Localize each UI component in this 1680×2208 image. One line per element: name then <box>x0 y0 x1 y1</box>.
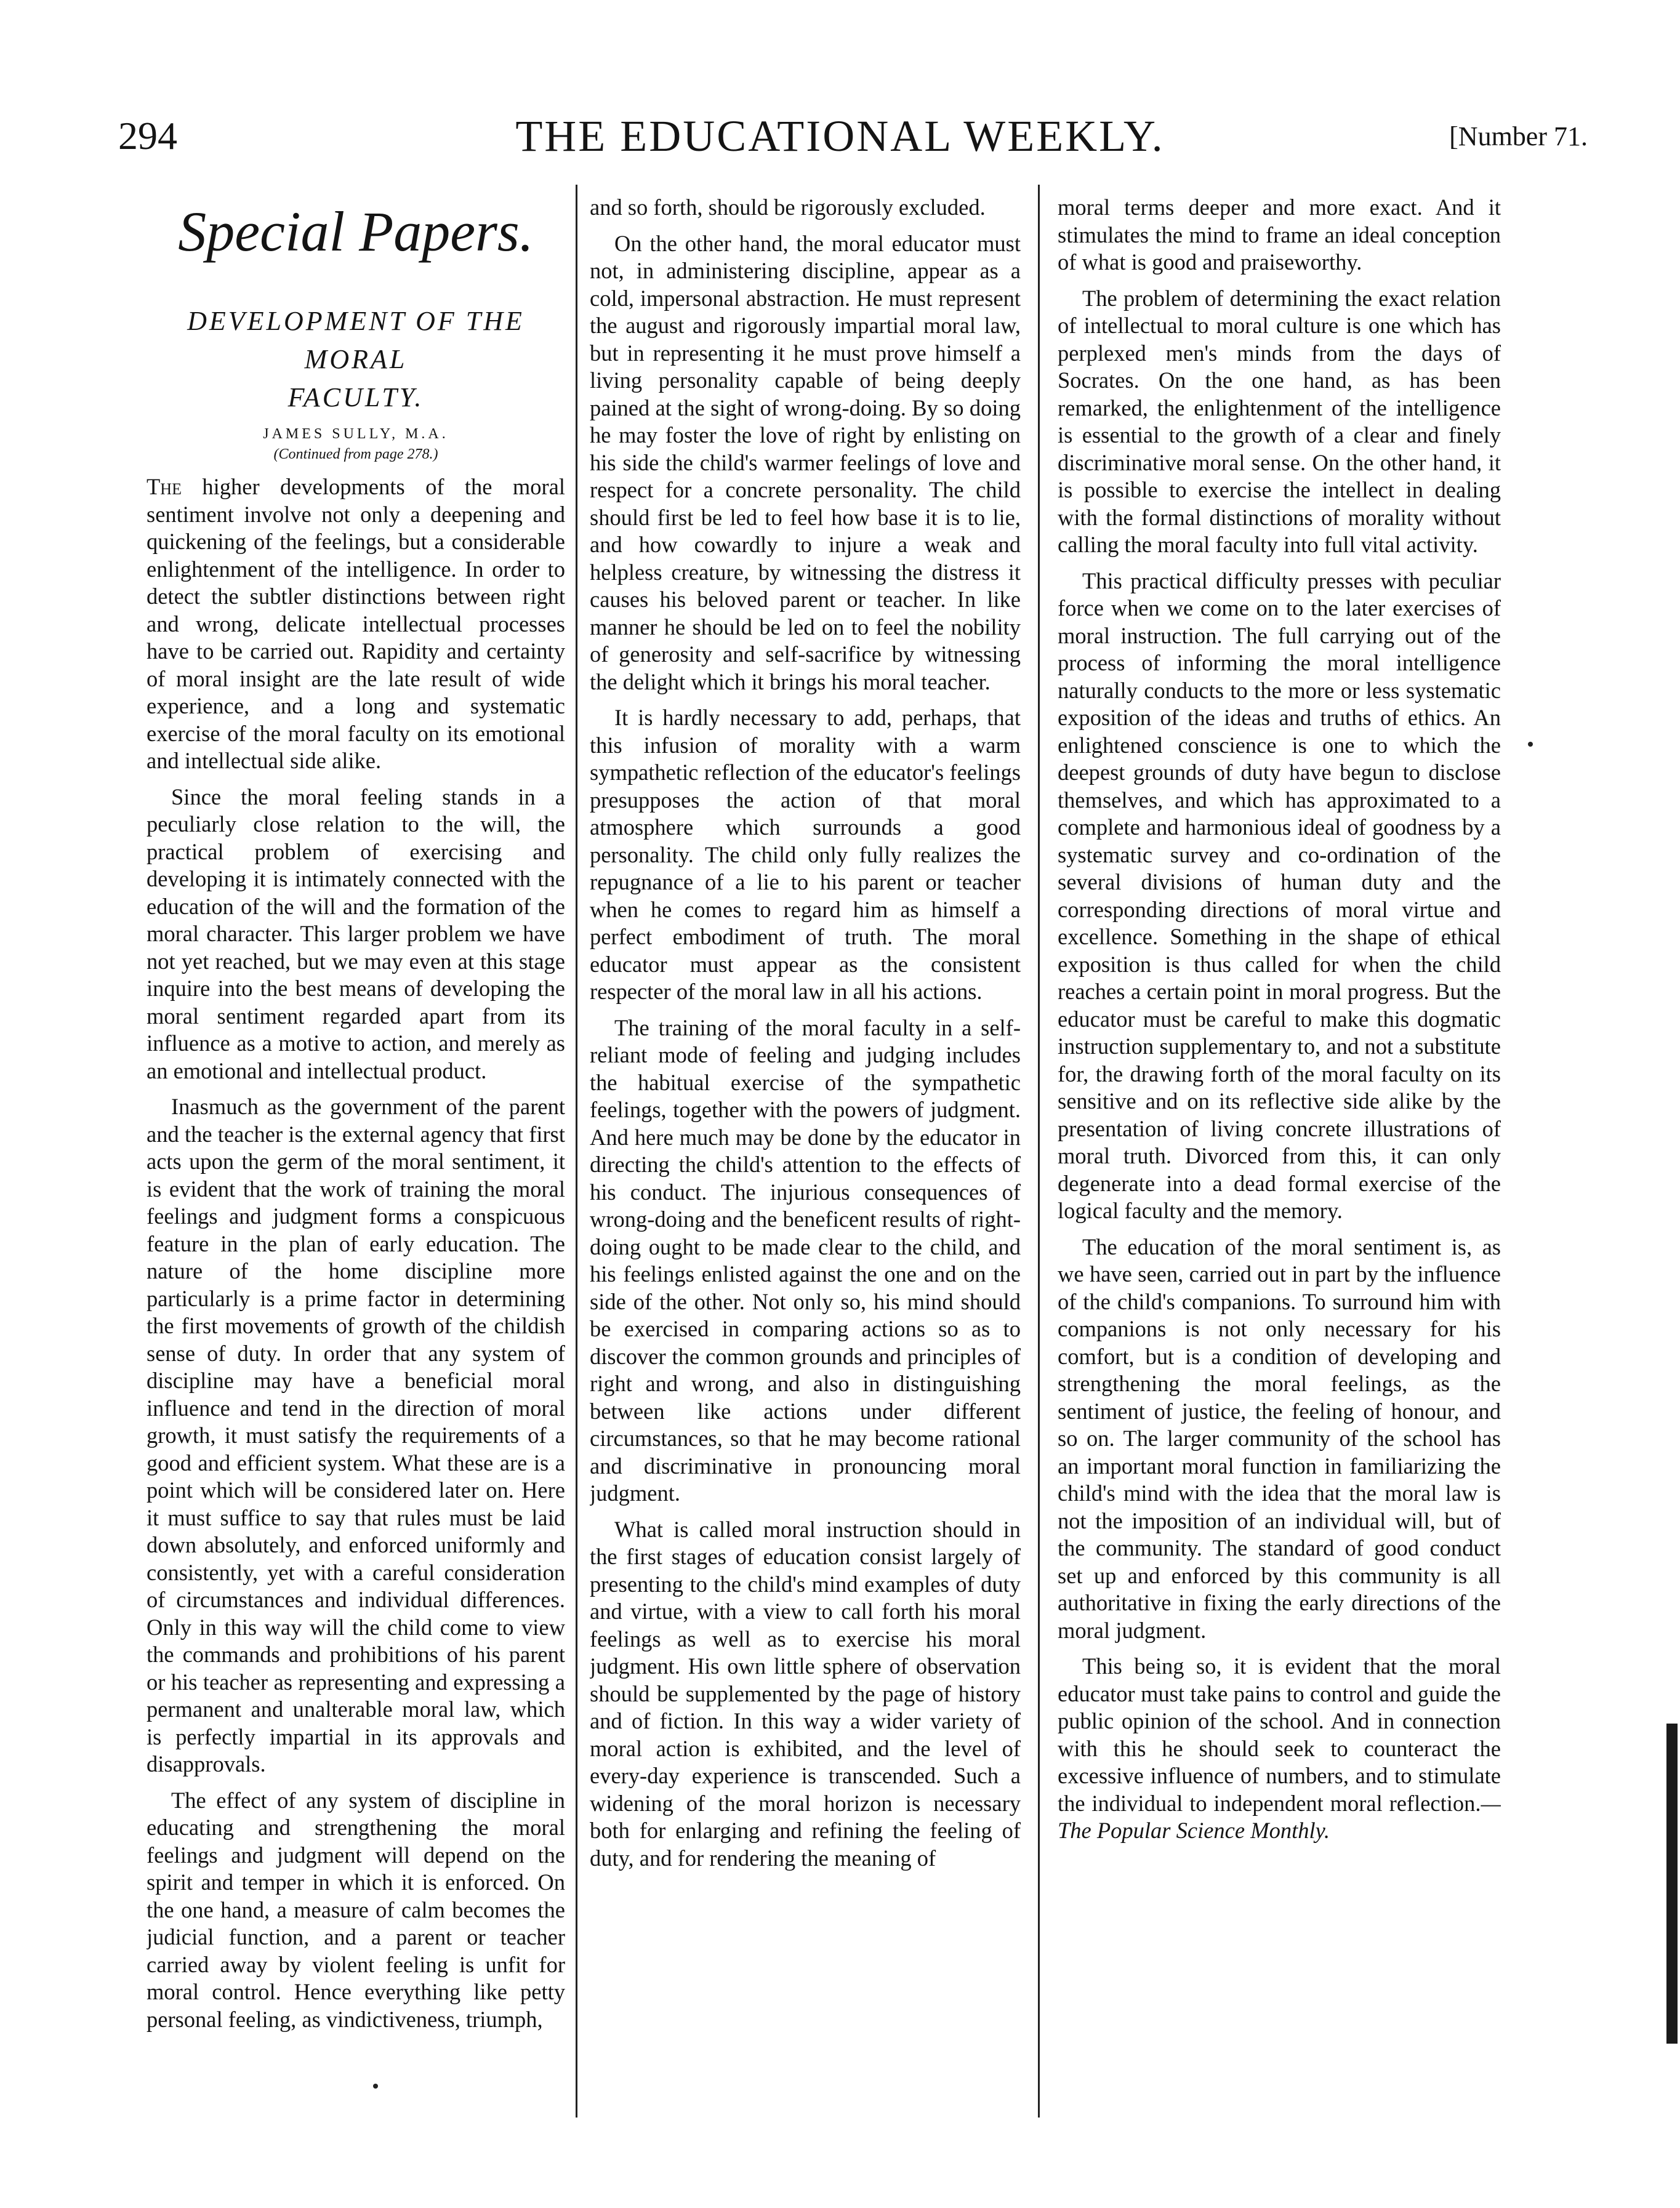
paragraph: The problem of determining the exact relation of intellectual to moral culture is one which has perplexed men's minds from the days of Socrates. On the one hand, as has been remarked, the enlightenment of the intelligence is essential to the growth of a clear and finely discriminative moral sense. On the other hand, it is possible to exercise the intellect in dealing with the formal distinctions of morality without calling the moral faculty into full vital activity. <box>1058 285 1501 557</box>
paragraph <box>1058 1653 1501 1845</box>
issue-number: [Number 71. <box>1449 121 1588 151</box>
print-speck <box>373 2084 378 2089</box>
source-attribution: —The Popular Science Monthly. <box>1058 1790 1501 1843</box>
paragraph: What is called moral instruction should in the first stages of education consist largely of presenting to the child's mind examples of duty and virtue, with a view to call forth his moral feelings as well as to exercise his moral judgment. His own little sphere of observation should be supplemented by the page of history and of fiction. In this way a wider variety of moral action is exhibited, and the level of every-day experience is transcended. Such a widening of the moral horizon is necessary both for enlarging and refining the feeling of duty, and for rendering the meaning of <box>590 1516 1021 1871</box>
paragraph: It is hardly necessary to add, perhaps, that this infusion of morality with a warm sympathetic reflection of the educator's feelings presupposes the action of that moral atmosphere which surrounds a good personality. The child only fully realizes the repugnance of a lie to his parent or teacher when he comes to regard him as himself a perfect embodiment of truth. The moral educator must appear as the consistent respecter of the moral law in all his actions. <box>590 705 1021 1004</box>
column-rule <box>1038 185 1040 2118</box>
page-edge-mark <box>1666 1724 1678 2044</box>
paragraph: The effect of any system of discipline in educating and strengthening the moral feelings and judgment will depend on the spirit and temper in which it is enforced. On the one hand, a measure of calm becomes the judicial function, and a parent or teacher carried away by violent feeling is unfit for moral control. Hence everything like petty personal feeling, as vindictiveness, triumph, <box>147 1787 565 2032</box>
section-title: Special Papers. <box>178 200 534 263</box>
column-2 <box>590 194 1021 2108</box>
paragraph: Inasmuch as the government of the parent and the teacher is the external agency that first acts upon the germ of the moral sentiment, it is evident that the work of training the moral feelings and judgment forms a conspicuous feature in the plan of early education. The nature of the home discipline more particularly is a prime factor in determining the first movements of growth of the childish sense of duty. In order that any system of discipline may have a beneficial moral influence and tend in the direction of moral growth, it must satisfy the requirements of a good and efficient system. What these are is a point which will be considered later on. Here it must suffice to say that rules must be laid down absolutely, and enforced uniformly and consistently, yet with a careful consideration of circumstances and individual differences. Only in this way will the child come to view the commands and prohibitions of his parent or his teacher as representing and expressing a permanent and unalterable moral law, which is perfectly impartial in its approvals and disapprovals. <box>147 1094 565 1776</box>
page-header <box>0 0 1680 172</box>
page-number: 294 <box>118 114 177 158</box>
article-title-line: DEVELOPMENT OF THE MORAL <box>187 306 524 374</box>
paragraph-text: higher developments of the moral sentiment involve not only a deepening and quickening of the feelings, but a considerable enlightenment of the intelligence. In order to detect the subtler distinctions between right and wrong, delicate intellectual processes have to be carried out. Rapidity and certainty of moral insight are the late result of wide experience, and a long and systematic exercise of the moral faculty on its emotional and intellectual side alike. <box>147 474 565 773</box>
print-speck <box>1528 742 1533 747</box>
paragraph: and so forth, should be rigorously excluded. <box>590 195 986 220</box>
paragraph: The education of the moral sentiment is, as we have seen, carried out in part by the influence of the child's companions. To surround him with companions is not only necessary for his comfort, but is a condition of developing and strengthening the moral feelings, as the sentiment of justice, the feeling of honour, and so on. The larger community of the school has an important moral function in familiarizing the child's mind with the idea that the moral law is not the imposition of an individual will, but of the community. The standard of good conduct set up and enforced by this community is all authoritative in fixing the early directions of the moral judgment. <box>1058 1234 1501 1643</box>
author-byline: JAMES SULLY, M.A. <box>263 426 449 442</box>
paragraph: Since the moral feeling stands in a peculiarly close relation to the will, the practical problem of exercising and developing it is intimately connected with the education of the will and the formation of the moral character. This larger problem we have not yet reached, but we may even at this stage inquire into the best means of developing the moral sentiment regarded apart from its influence as a motive to action, and merely as an emotional and intellectual product. <box>147 784 565 1083</box>
paragraph: The training of the moral faculty in a self-reliant mode of feeling and judging includes the habitual exercise of the sympathetic feelings, together with the powers of judgment. And here much may be done by the educator in directing the child's attention to the effects of his conduct. The injurious consequences of wrong-doing and the beneficent results of right-doing ought to be made clear to the child, and his feelings enlisted against the one and on the side of the other. Not only so, his mind should be exercised in comparing actions so as to discover the common grounds and principles of right and wrong, and also in distinguishing between like actions under different circumstances, so that he may become rational and discriminative in pronouncing moral judgment. <box>590 1014 1021 1506</box>
column-rule <box>576 185 577 2118</box>
paragraph-text: This being so, it is evident that the moral educator must take pains to control and guide the public opinion of the school. And in connection with this he should seek to counteract the excessive influence of numbers, and to stimulate the individual to independent moral reflection. <box>1058 1653 1501 1816</box>
paragraph: This practical difficulty presses with peculiar force when we come on to the later exercises of moral instruction. The full carrying out of the process of informing the moral intelligence naturally conducts to the more or less systematic exposition of the ideas and truths of ethics. An enlightened conscience is one to which the deepest grounds of duty have begun to disclose themselves, and which has approximated to a complete and harmonious ideal of goodness by a systematic survey and co-ordination of the several divisions of human duty and the corresponding directions of moral virtue and excellence. Something in the shape of ethical exposition is thus called for when the child reaches a certain point in moral progress. But the educator must be careful to make this dogmatic instruction supplementary to, and not a substitute for, the drawing forth of the moral faculty on its sensitive and on its reflective side alike by the presentation of living concrete illustrations of moral truth. Divorced from this, it can only degenerate into a dead formal exercise of the logical faculty and the memory. <box>1058 568 1501 1223</box>
column-1 <box>147 194 565 2108</box>
paragraph: On the other hand, the moral educator must not, in administering discipline, appear as a cold, impersonal abstraction. He must represent the august and rigorously impartial moral law, but in representing it he must prove himself a living personality capable of being deeply pained at the sight of wrong-doing. By so doing he may foster the love of right by enlisting on his side the child's warmer feelings of love and respect for a concrete personality. The child should first be led to feel how base it is to lie, and how cowardly to injure a weak and helpless creature, by witnessing the distress it causes his beloved parent or teacher. In like manner he should be led on to feel the nobility of generosity and self-sacrifice by witnessing the delight which it brings his moral teacher. <box>590 230 1021 694</box>
article-title-line: FACULTY. <box>287 382 424 412</box>
first-word: The <box>147 474 182 499</box>
column-3 <box>1058 194 1501 2108</box>
article-title <box>147 302 565 417</box>
masthead: THE EDUCATIONAL WEEKLY. <box>515 111 1165 161</box>
paragraph <box>147 473 565 775</box>
paragraph: moral terms deeper and more exact. And it stimulates the mind to frame an ideal conception of what is good and praiseworthy. <box>1058 195 1501 275</box>
continued-note: (Continued from page 278.) <box>273 446 438 462</box>
